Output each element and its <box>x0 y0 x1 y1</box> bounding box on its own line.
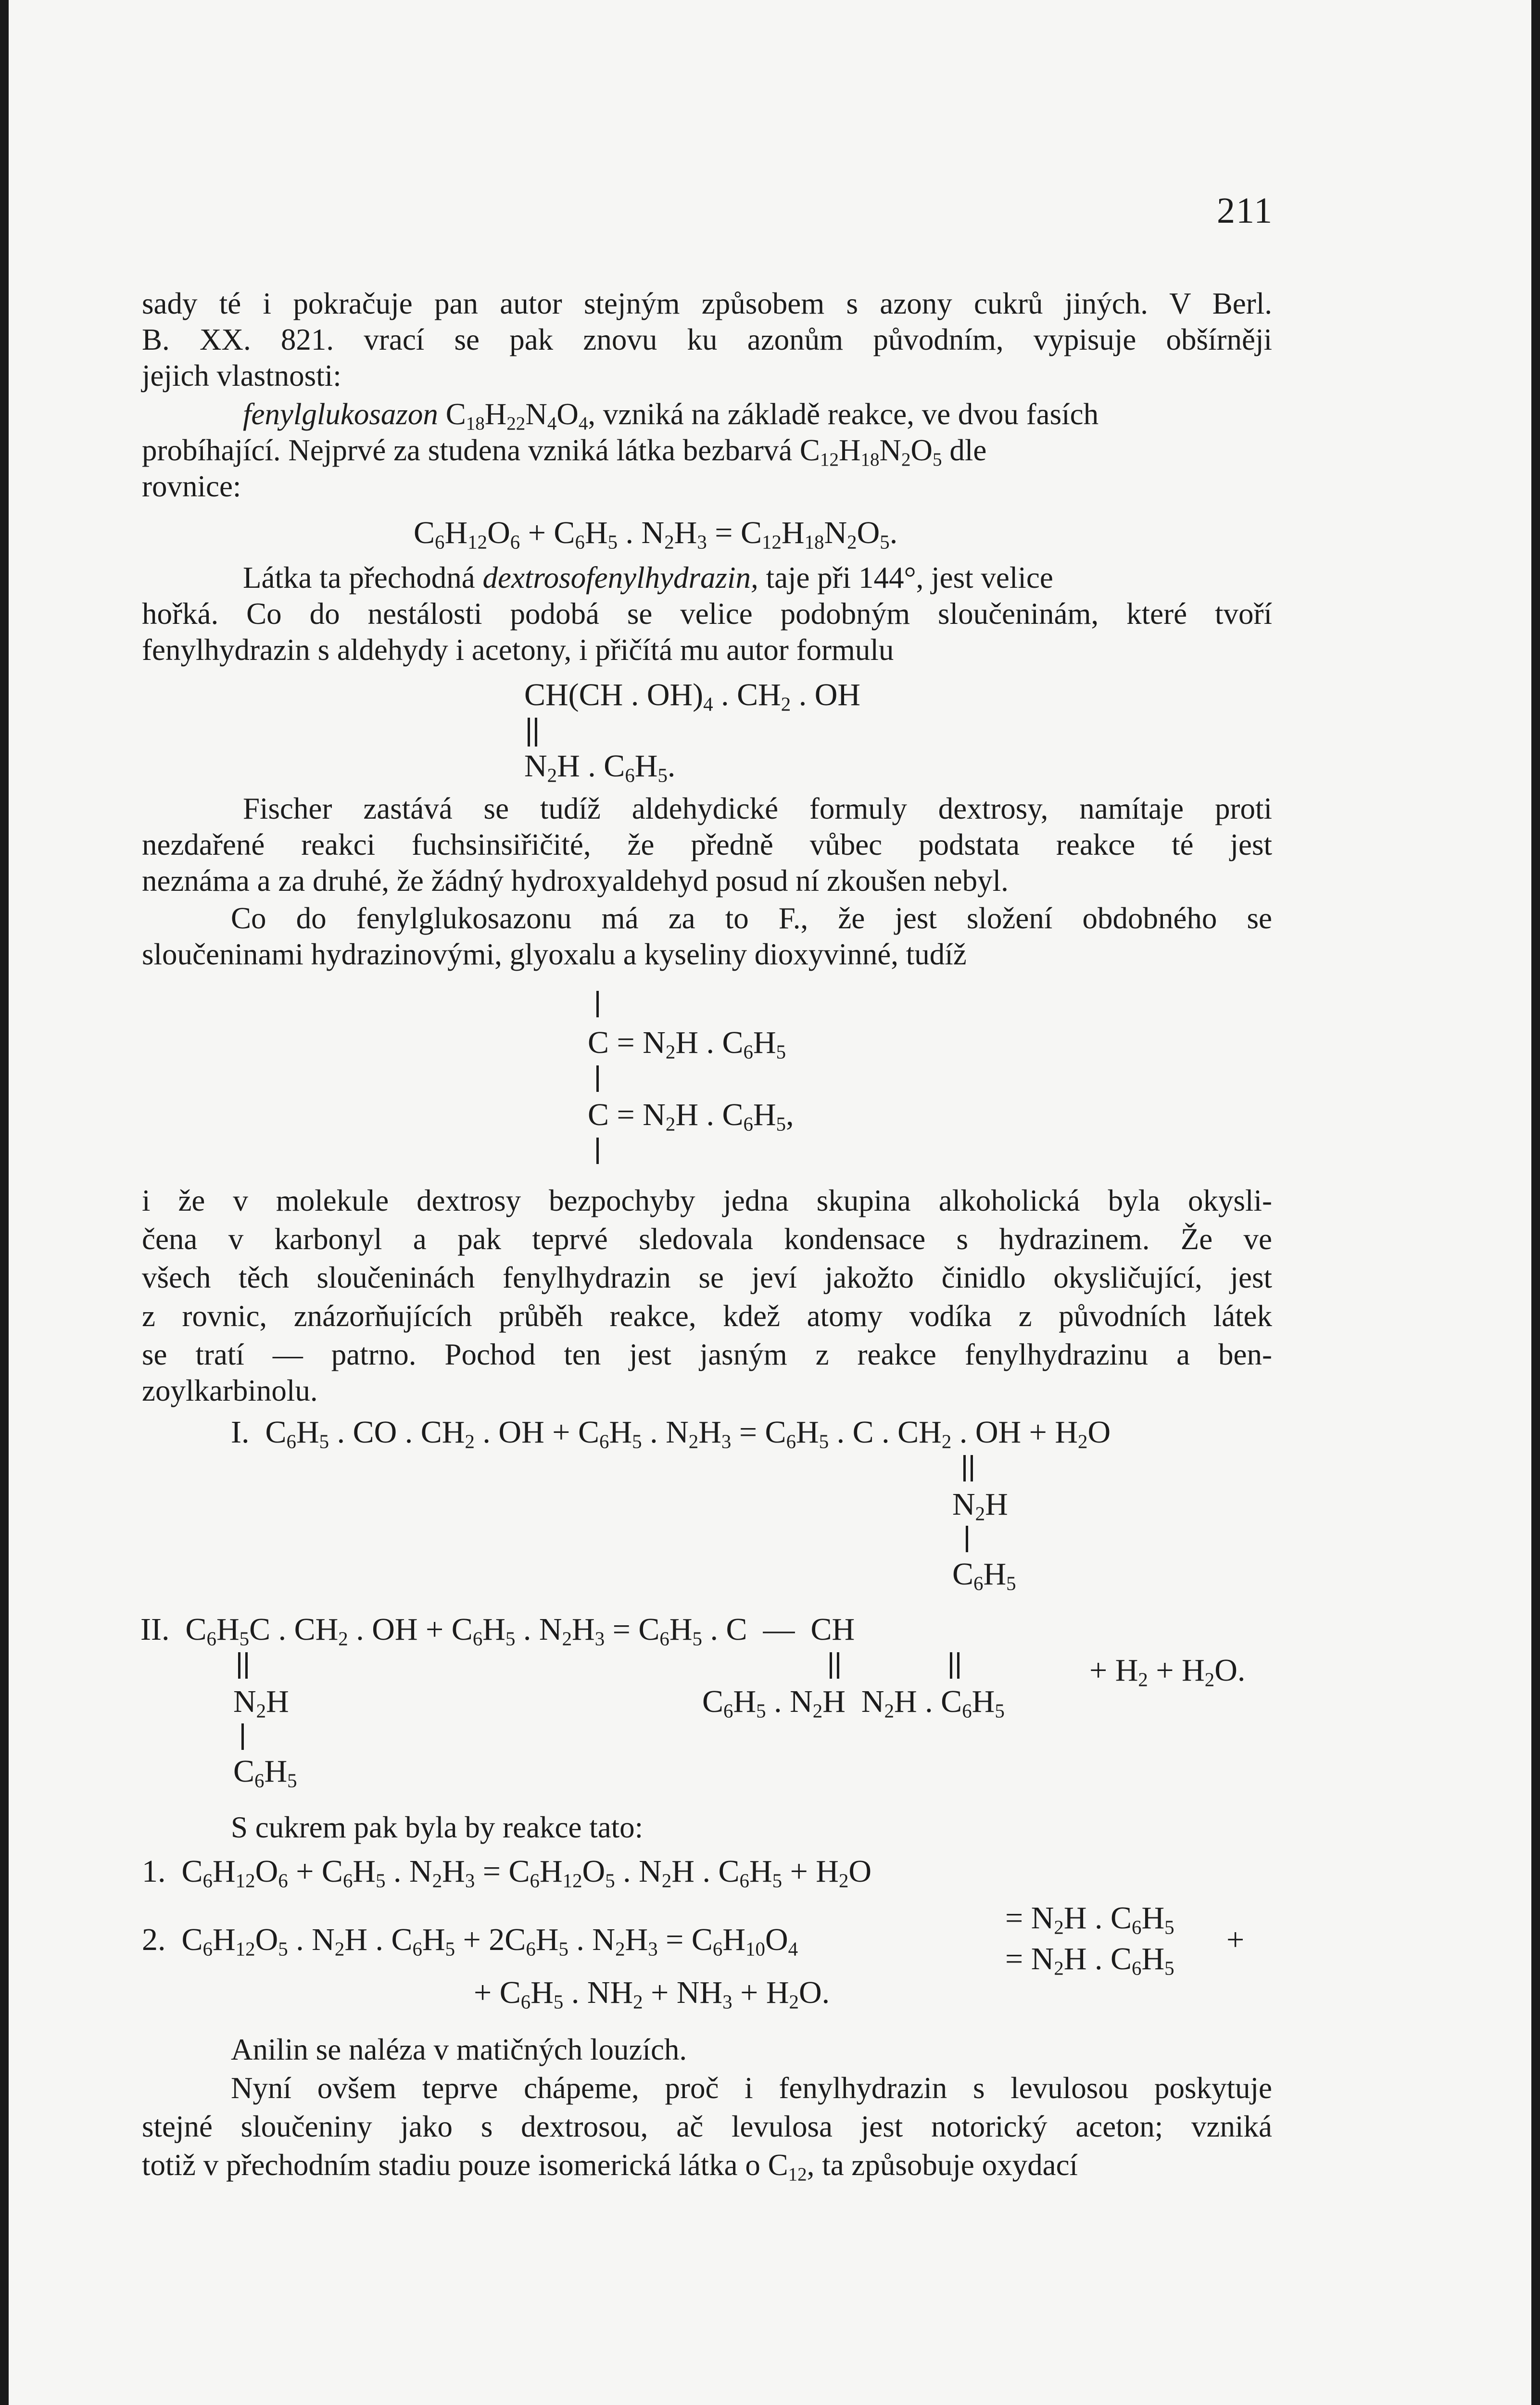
formula-osazone-lower: = $N_2H$ . $C_6H_5$ <box>1005 1941 1174 1979</box>
text-fragment: vzniká na základě reakce, ve dvou fasích <box>603 397 1099 431</box>
text-line: sloučeninami hydrazinovými, glyoxalu a kyseliny dioxyvinné, tudíž <box>142 937 967 971</box>
formula-products-h2: + $H_2 + H_2O$. <box>1089 1653 1246 1691</box>
formula-hydrazone-pair: $C_6H_5$ . $N_2H$ $N_2H$ . $C_6H_5$ <box>702 1684 1005 1722</box>
compound-name: fenylglukosazon <box>243 397 438 431</box>
single-bond <box>596 1138 599 1164</box>
text-fragment: Látka ta přechodná <box>243 561 475 595</box>
formula-c18h22n4o4: $C_{18}H_{22}N_4O_4$, <box>445 397 596 434</box>
formula-n2h-c6h5: $N_2H$ . $C_6H_5$. <box>524 748 676 786</box>
text-line: jejich vlastnosti: <box>142 359 341 392</box>
reaction-sugar-2: 2. $C_6H_{12}O_5$ . $N_2H$ . $C_6H_5 + 2C_6H_5$ . $N_2H_3 = C_6H_{10}O_4$ <box>142 1922 798 1960</box>
text-fragment: dle <box>949 433 987 467</box>
plus-sign: + <box>1226 1922 1245 1957</box>
compound-name: dextrosofenylhydrazin, <box>482 561 758 595</box>
formula-n2h: $N_2H$ <box>952 1487 1008 1525</box>
formula-c6h5: $C_6H_5$ <box>233 1754 297 1792</box>
double-bond <box>963 1455 966 1481</box>
double-bond <box>528 718 530 747</box>
text-line <box>243 397 1099 434</box>
formula-c12h18n2o5: $C_{12}H_{18}N_2O_5$ <box>799 433 942 470</box>
double-bond <box>535 718 537 747</box>
text-line <box>243 563 1053 593</box>
text-fragment: probíhající. Nejprvé za studena vzniká látka bezbarvá <box>142 433 793 467</box>
formula-open-chain: CH(CH . $OH)_4$ . $CH_2$ . OH <box>524 677 861 715</box>
double-bond <box>238 1652 240 1679</box>
text-line: Co do fenylglukosazonu má za to F., že jest složení obdobného se <box>231 901 1272 935</box>
text-line: Fischer zastává se tudíž aldehydické formuly dextrosy, namítaje proti <box>243 792 1272 825</box>
single-bond <box>596 1065 599 1092</box>
text-line: fenylhydrazin s aldehydy i acetony, i přičítá mu autor formulu <box>142 633 894 667</box>
text-line: i že v molekule dextrosy bezpochyby jedna skupina alkoholická byla okysli- <box>142 1184 1272 1217</box>
formula-osazone-line-2: $C = N_2H$ . $C_6H_5$, <box>588 1097 794 1135</box>
text-line: sady té i pokračuje pan autor stejným způsobem s azony cukrů jiných. V Berl. <box>142 287 1272 320</box>
scan-border-right <box>1531 0 1540 2405</box>
text-line: všech těch sloučeninách fenylhydrazin se jeví jakožto činidlo okysličující, jest <box>142 1261 1272 1294</box>
text-fragment: ta způsobuje oxydací <box>822 2148 1078 2182</box>
reaction-1: I. $C_6H_5$ . CO . $CH_2$ . OH + $C_6H_5$ . $N_2H_3 = C_6H_5$ . C . $CH_2$ . OH + $H_2O$ <box>231 1415 1111 1453</box>
text-line: zoylkarbinolu. <box>142 1374 318 1407</box>
text-line: B. XX. 821. vrací se pak znovu ku azonům původním, vypisuje obšírněji <box>142 323 1272 356</box>
reaction-2: II. $C_6H_5C$ . $CH_2$ . OH + $C_6H_5$ . $N_2H_3 = C_6H_5$ . C — CH <box>140 1612 855 1650</box>
text-line: z rovnic, znázorňujících průběh reakce, kdež atomy vodíka z původních látek <box>142 1299 1272 1333</box>
text-fragment: taje při 144°, jest velice <box>766 561 1053 595</box>
text-line: nezdařené reakci fuchsinsiřičité, že předně vůbec podstata reakce té jest <box>142 828 1272 861</box>
single-bond <box>966 1526 968 1552</box>
formula-osazone-upper: = $N_2H$ . $C_6H_5$ <box>1005 1900 1174 1938</box>
double-bond <box>837 1652 839 1679</box>
reaction-sugar-1: 1. $C_6H_{12}O_6 + C_6H_5$ . $N_2H_3 = C_6H_{12}O_5$ . $N_2H$ . $C_6H_5 + H_2O$ <box>142 1854 872 1892</box>
text-line: S cukrem pak byla by reakce tato: <box>231 1810 644 1844</box>
text-line: Nyní ovšem teprve chápeme, proč i fenylhydrazin s levulosou poskytuje <box>231 2071 1272 2105</box>
reaction-sugar-2-cont: + $C_6H_5$ . $NH_2 + NH_3 + H_2O$. <box>474 1975 830 2013</box>
double-bond <box>957 1652 959 1679</box>
text-line: se tratí — patrno. Pochod ten jest jasným z reakce fenylhydrazinu a ben- <box>142 1338 1272 1371</box>
formula-c6h5: $C_6H_5$ <box>952 1557 1016 1595</box>
text-line: čena v karbonyl a pak teprvé sledovala kondensace s hydrazinem. Že ve <box>142 1222 1272 1256</box>
double-bond <box>950 1652 952 1679</box>
single-bond <box>241 1723 244 1750</box>
text-fragment: totiž v přechodním stadiu pouze isomerická látka o <box>142 2148 760 2182</box>
single-bond <box>596 991 599 1017</box>
equation-1: $C_6H_{12}O_6 + C_6H_5$ . $N_2H_3 = C_{12}H_{18}N_2O_5$. <box>414 515 898 553</box>
double-bond <box>971 1455 973 1481</box>
text-line <box>142 2148 1272 2185</box>
text-line: Anilin se naléza v matičných louzích. <box>231 2033 687 2066</box>
formula-n2h: $N_2H$ <box>233 1684 289 1722</box>
text-line: neznáma a za druhé, že žádný hydroxyaldehyd posud ní zkoušen nebyl. <box>142 864 1009 898</box>
text-line: rovnice: <box>142 469 241 503</box>
text-line: hořká. Co do nestálosti podobá se velice podobným sloučeninám, které tvoří <box>142 597 1272 631</box>
double-bond <box>830 1652 832 1679</box>
scan-border-left <box>0 0 9 2405</box>
formula-osazone-line-1: $C = N_2H$ . $C_6H_5$ <box>588 1025 786 1063</box>
text-line <box>142 433 987 470</box>
text-line: stejné sloučeniny jako s dextrosou, ač levulosa jest notorický aceton; vzniká <box>142 2110 1272 2143</box>
page-number: 211 <box>1217 190 1274 231</box>
formula-c12: $C_{12}$, <box>768 2148 815 2185</box>
double-bond <box>245 1652 248 1679</box>
